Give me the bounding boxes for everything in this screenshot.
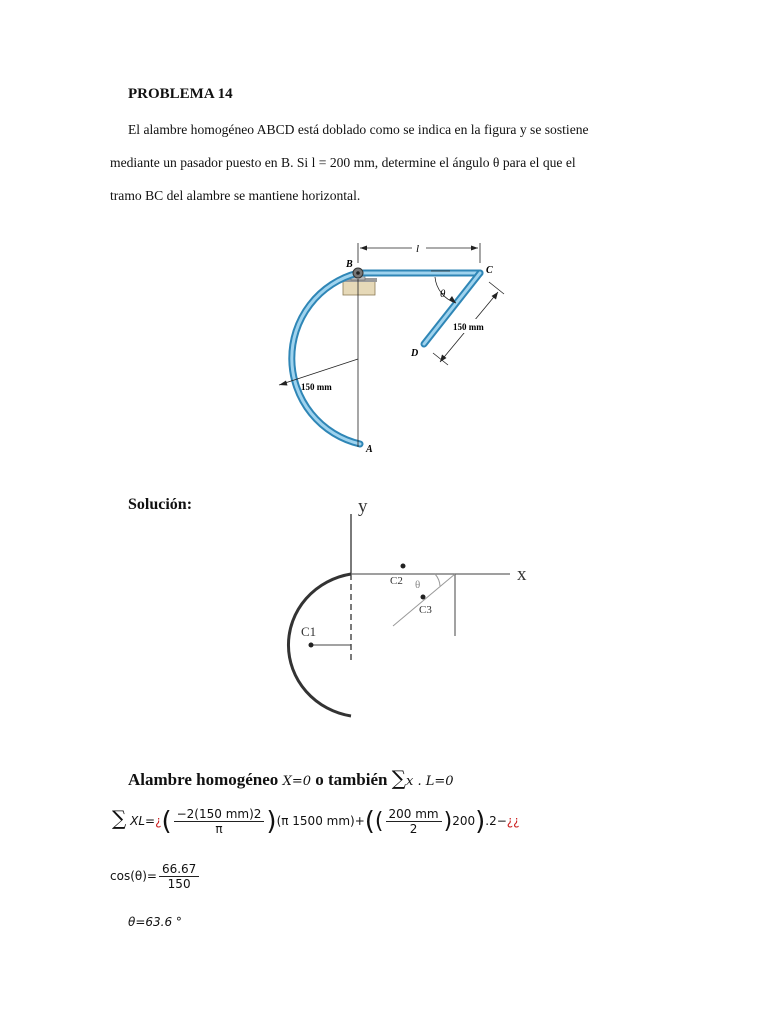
- wire-figure: [250, 235, 520, 460]
- label-cd-length: 150 mm: [453, 322, 484, 332]
- c1-label: C1: [301, 624, 317, 639]
- fraction-2: $\frac{200 mm}{2}$: [386, 807, 442, 836]
- label-l: l: [416, 243, 420, 255]
- c2-label: C2: [390, 575, 403, 587]
- label-d: D: [411, 348, 419, 359]
- problem-text-line-3: tramo BC del alambre se mantiene horizontal.: [110, 188, 361, 203]
- label-c: C: [486, 265, 493, 276]
- label-b: B: [346, 259, 353, 270]
- eq-heading-text-1: Alambre homogéneo: [128, 770, 279, 789]
- error-mark: ¿: [155, 814, 162, 828]
- centroid-diagram: [265, 488, 540, 723]
- problem-text-line-2: mediante un pasador puesto en B. Si l = 200 mm, determine el ángulo θ para el que el: [110, 155, 576, 170]
- x-axis-label: x: [517, 564, 527, 585]
- eq-heading-math-2: x . L=0: [406, 774, 454, 789]
- term-2: 200: [452, 814, 476, 828]
- label-arc-radius: 150 mm: [301, 382, 332, 392]
- cos-equation: [110, 862, 201, 891]
- cos-label: cos(θ)=: [110, 869, 157, 883]
- sum-label: XL=: [130, 814, 156, 828]
- tail: .2−: [485, 814, 507, 828]
- label-theta: θ: [440, 288, 446, 300]
- theta-label: θ: [415, 579, 421, 591]
- summation-symbol: ∑: [112, 806, 127, 830]
- solution-heading: Solución:: [128, 496, 193, 513]
- summation-symbol: ∑: [391, 766, 407, 790]
- result: θ=63.6 °: [128, 915, 182, 929]
- term-1: (π 1500 mm)+: [276, 814, 365, 828]
- sum-xl-equation: ∑ XL=¿( $\frac{-2(150 mm)2}{\pi}$ )(π 1500 mm)+(( $\frac{200 mm}{2}$ )200).2−¿¿: [112, 806, 520, 837]
- eq-heading-math-1: X=0: [282, 774, 311, 789]
- cos-fraction: $\frac{66.67}{150}$: [159, 862, 199, 891]
- problem-title: PROBLEMA 14: [128, 86, 233, 102]
- y-axis-label: y: [358, 496, 368, 517]
- fraction-1: $\frac{-2(150 mm)2}{\pi}$: [174, 807, 265, 836]
- c3-label: C3: [419, 604, 432, 616]
- label-a: A: [366, 444, 373, 455]
- eq-heading-text-2: o también: [315, 770, 388, 789]
- equation-heading: [128, 766, 454, 790]
- problem-text-line-1: El alambre homogéneo ABCD está doblado como se indica en la figura y se sostiene: [128, 122, 589, 137]
- error-mark-tail: ¿¿: [506, 814, 520, 828]
